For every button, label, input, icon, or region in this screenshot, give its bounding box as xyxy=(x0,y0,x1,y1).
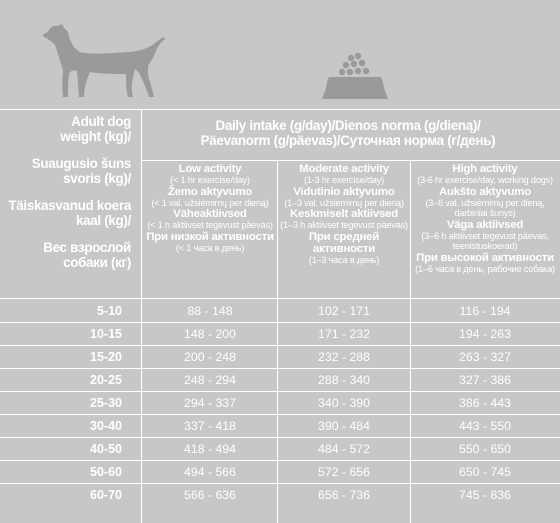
high-activity-et-note: (3–6 h aktiivset tegevust päevas, teenistuskoerad) xyxy=(421,230,549,251)
table-row xyxy=(0,393,560,413)
weight-title-ru-2: собаки (кг) xyxy=(63,255,131,270)
moderate-intake: 390 - 484 xyxy=(318,419,370,433)
low-activity-lt-note: (< 1 val. užsiėmimų per dieną) xyxy=(151,197,269,208)
weight-range: 40-50 xyxy=(90,442,122,456)
moderate-activity-en-note: (1-3 hr exercise/day) xyxy=(303,175,385,185)
table-row xyxy=(0,416,560,436)
moderate-intake: 656 - 736 xyxy=(318,488,370,502)
high-intake: 650 - 745 xyxy=(459,465,511,479)
low-intake: 566 - 636 xyxy=(184,488,236,502)
weight-title-et-1: Täiskasvanud koera xyxy=(8,198,131,213)
weight-range: 60-70 xyxy=(90,488,122,502)
high-intake: 745 - 836 xyxy=(459,488,511,502)
table-row xyxy=(0,485,560,505)
row-divider xyxy=(0,391,560,392)
moderate-intake: 102 - 171 xyxy=(318,304,370,318)
row-divider xyxy=(0,437,560,438)
food-bowl-icon xyxy=(320,45,390,103)
weight-range: 30-40 xyxy=(90,419,122,433)
intake-title-line-2: Päevanorm (g/päevas)/Суточная норма (г/день) xyxy=(200,133,496,148)
high-activity-en: High activity xyxy=(452,163,518,175)
weight-title-et-2: kaal (kg)/ xyxy=(75,213,131,228)
table-row xyxy=(0,439,560,459)
high-intake: 116 - 194 xyxy=(459,304,511,318)
low-activity-et-note: (< 1 h aktiivset tegevust päevas) xyxy=(147,220,273,230)
weight-range: 20-25 xyxy=(90,373,122,387)
low-intake: 494 - 566 xyxy=(184,465,236,479)
moderate-activity-lt: Vidutinio aktyvumo xyxy=(293,185,395,198)
low-intake: 88 - 148 xyxy=(187,304,233,318)
high-intake: 263 - 327 xyxy=(459,350,511,364)
header-bottom-rule xyxy=(0,298,560,299)
table-row xyxy=(0,462,560,482)
low-intake: 294 - 337 xyxy=(184,396,236,410)
weight-range: 5-10 xyxy=(96,304,122,318)
low-activity-en: Low activity xyxy=(178,163,242,175)
low-activity-en-note: (< 1 hr exercise/day) xyxy=(170,175,250,185)
table-row xyxy=(0,301,560,321)
high-activity-lt: Aukšto aktyvumo xyxy=(439,185,531,198)
weight-title-en-1: Adult dog xyxy=(71,114,131,129)
weight-range: 10-15 xyxy=(90,327,122,341)
low-intake: 248 - 294 xyxy=(184,373,236,387)
row-divider xyxy=(0,414,560,415)
low-intake: 148 - 200 xyxy=(184,327,236,341)
high-intake: 386 - 443 xyxy=(459,396,511,410)
moderate-activity-et: Keskmiselt aktiivsed xyxy=(289,208,399,220)
weight-title-en-2: weight (kg)/ xyxy=(60,129,131,144)
row-divider xyxy=(0,368,560,369)
high-intake: 443 - 550 xyxy=(459,419,511,433)
high-activity-ru: При высокой активности xyxy=(416,251,554,264)
daily-intake-header xyxy=(148,118,548,148)
high-activity-en-note: (3-6 hr exercise/day, working dogs) xyxy=(417,175,553,185)
high-intake: 327 - 386 xyxy=(459,373,511,387)
high-intake: 194 - 263 xyxy=(459,327,511,341)
row-divider xyxy=(0,460,560,461)
intake-title-line-1: Daily intake (g/day)/Dienos norma (g/dieną)/ xyxy=(215,118,481,133)
moderate-intake: 171 - 232 xyxy=(318,327,370,341)
header-top-rule xyxy=(0,109,560,110)
moderate-activity-et-note: (1–3 h aktiivset tegevust päevas) xyxy=(280,220,408,230)
intake-title-rule xyxy=(142,160,560,161)
low-activity-et: Väheaktiivsed xyxy=(173,208,247,220)
row-divider xyxy=(0,345,560,346)
low-activity-lt: Žemo aktyvumo xyxy=(167,185,253,198)
high-intake: 550 - 650 xyxy=(459,442,511,456)
moderate-activity-ru-note: (1–3 часа в день) xyxy=(308,254,380,265)
moderate-activity-en: Moderate activity xyxy=(299,163,389,175)
low-intake: 337 - 418 xyxy=(184,419,236,433)
weight-title-ru-1: Вес взрослой xyxy=(43,240,131,255)
icon-strip xyxy=(0,0,560,110)
weight-title-lt-1: Suaugusio šuns xyxy=(31,156,131,171)
high-activity-ru-note: (1–6 часа в день, рабочие собака) xyxy=(415,263,555,274)
moderate-intake: 340 - 390 xyxy=(318,396,370,410)
moderate-intake: 572 - 656 xyxy=(318,465,370,479)
high-activity-lt-note: (3–6 val. užsiėmimų per dieną, darbiniai šunys) xyxy=(425,197,545,218)
moderate-intake: 484 - 572 xyxy=(318,442,370,456)
row-divider xyxy=(0,483,560,484)
moderate-intake: 288 - 340 xyxy=(318,373,370,387)
moderate-activity-header xyxy=(279,163,409,265)
low-activity-header xyxy=(144,163,276,253)
weight-column-header xyxy=(0,114,138,270)
high-activity-header xyxy=(412,163,558,274)
weight-range: 25-30 xyxy=(90,396,122,410)
moderate-activity-lt-note: (1–3 val. užsiėmimų per dieną) xyxy=(284,197,404,208)
table-row xyxy=(0,324,560,344)
weight-range: 50-60 xyxy=(90,465,122,479)
high-activity-et: Väga aktiivsed xyxy=(446,218,524,231)
row-divider xyxy=(0,322,560,323)
low-intake: 200 - 248 xyxy=(184,350,236,364)
low-activity-ru-note: (< 1 часа в день) xyxy=(175,242,245,253)
table-row xyxy=(0,370,560,390)
weight-range: 15-20 xyxy=(90,350,122,364)
table-row xyxy=(0,347,560,367)
weight-title-lt-2: svoris (kg)/ xyxy=(63,171,131,186)
low-intake: 418 - 494 xyxy=(184,442,236,456)
low-activity-ru: При низкой активности xyxy=(146,230,274,243)
moderate-intake: 232 - 288 xyxy=(318,350,370,364)
dog-silhouette-icon xyxy=(40,22,170,100)
moderate-activity-ru: При средней активности xyxy=(308,230,380,255)
